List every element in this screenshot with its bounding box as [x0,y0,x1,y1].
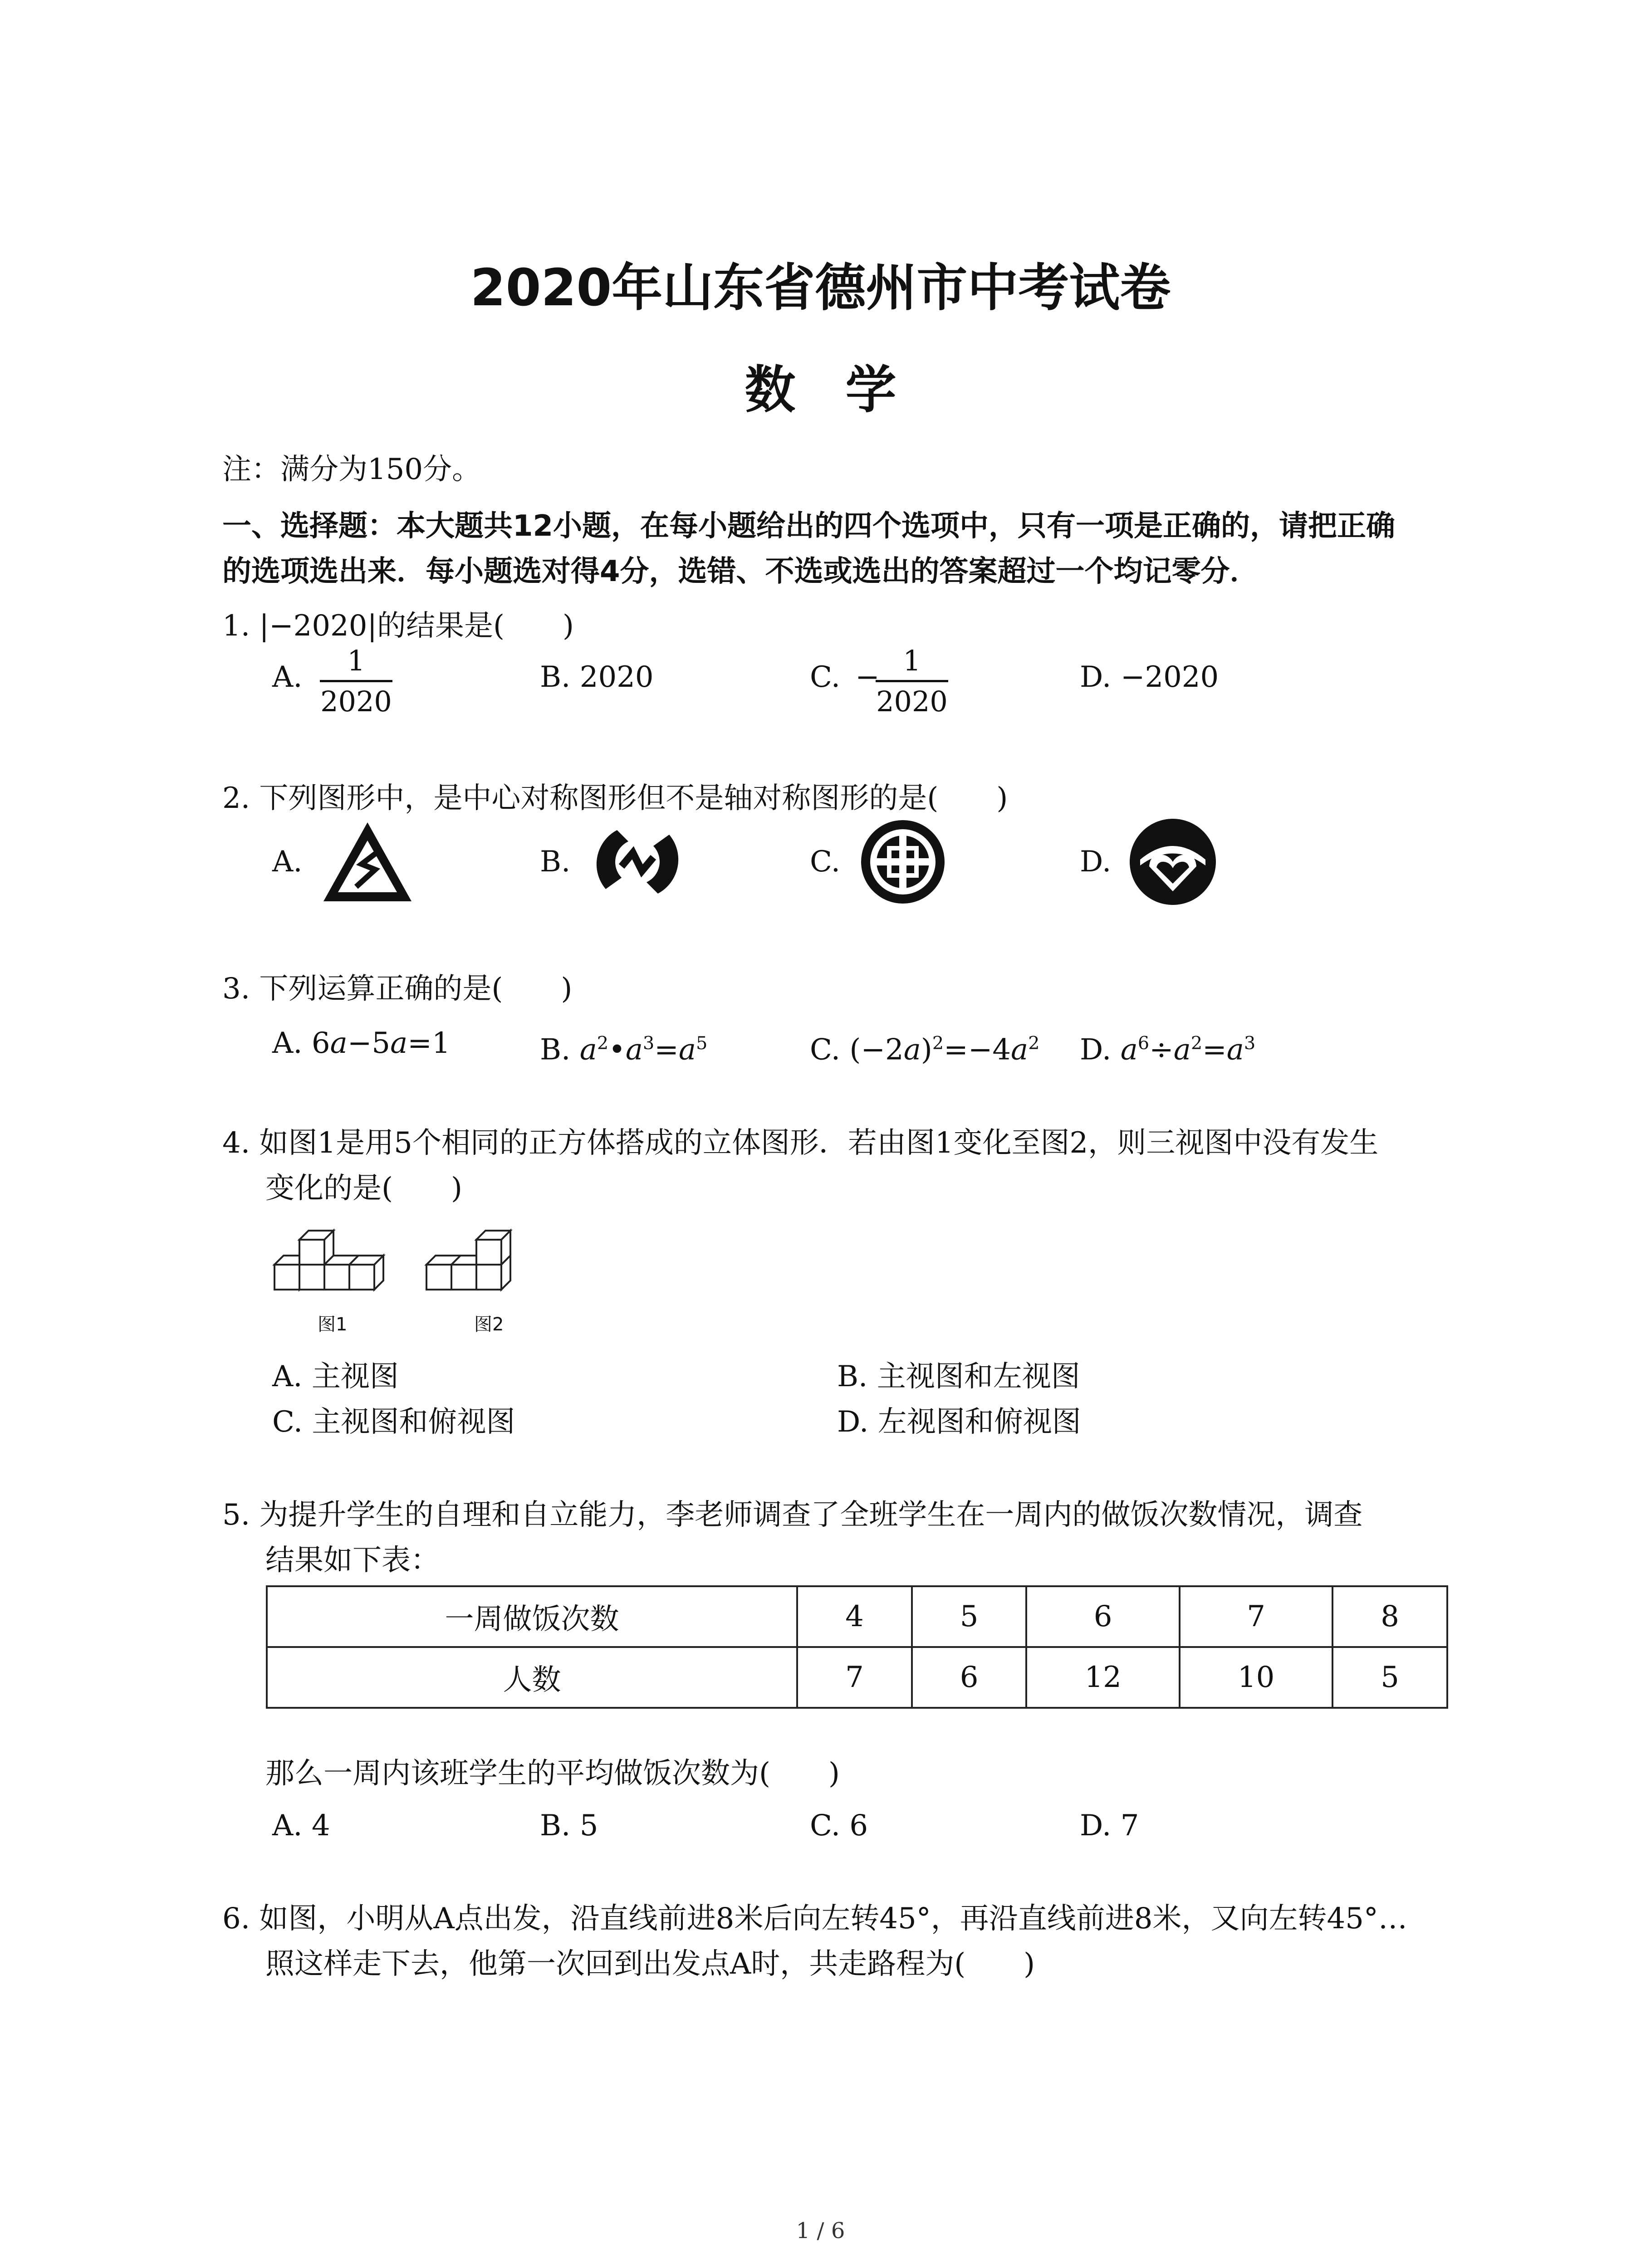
table-cell: 6 [912,1647,1027,1708]
q5-stem-line1: 5. 为提升学生的自理和自立能力，李老师调查了全班学生在一周内的做饭次数情况，调查 [222,1498,1363,1532]
q5-stem-line2: 结果如下表： [265,1544,440,1577]
q1-option-a-fraction [320,644,392,718]
table-cell: 6 [1026,1586,1179,1647]
q1-a-numerator: 1 [347,644,365,677]
q1-option-c-fraction [876,644,948,718]
q3-option-a: A. 6a−5a=1 [272,1026,451,1060]
q4-option-a: A. 主视图 [272,1360,399,1393]
q2-stem: 2. 下列图形中，是中心对称图形但不是轴对称图形的是( ) [222,782,1008,815]
q2-option-d: D. [1080,845,1112,879]
heart-emblem-icon [1127,816,1218,907]
q1-c-numerator: 1 [903,644,921,677]
q5-option-c: C. 6 [810,1809,868,1843]
q3-option-c: C. $(-2a)^2=-4a^2$ [810,1033,1040,1067]
q4-stem-line1: 4. 如图1是用5个相同的正方体搭成的立体图形．若由图1变化至图2，则三视图中没有发生 [222,1126,1379,1160]
table-cell: 5 [912,1586,1027,1647]
q4-option-b: B. 主视图和左视图 [837,1360,1080,1393]
fraction-bar [320,680,392,682]
q1-option-d: D. −2020 [1080,660,1219,694]
q1-option-b: B. 2020 [540,660,654,694]
q3-option-b: B. $a^2•a^3=a^5$ [540,1033,708,1067]
table-row [267,1586,1447,1647]
q6-stem-line1: 6. 如图，小明从A点出发，沿直线前进8米后向左转45°，再沿直线前进8米，又向左转45°… [222,1902,1407,1936]
q2-option-b: B. [540,845,571,879]
table-row [267,1647,1447,1708]
q3-stem: 3. 下列运算正确的是( ) [222,972,573,1006]
q4-option-d: D. 左视图和俯视图 [837,1405,1081,1439]
q1-option-a-label: A. [272,660,303,694]
q1-c-denominator: 2020 [876,685,948,718]
q1-a-denominator: 2020 [320,685,392,718]
q5-option-b: B. 5 [540,1809,598,1843]
rotational-logo-icon [590,814,685,909]
cooking-frequency-table [266,1585,1448,1709]
fig2-caption: 图2 [474,1314,504,1335]
table-cell: 7 [797,1647,912,1708]
table-cell: 4 [797,1586,912,1647]
subject-title: 数学 [745,361,946,420]
q4-option-c: C. 主视图和俯视图 [272,1405,515,1439]
q5-option-d: D. 7 [1080,1809,1139,1843]
table-cell: 5 [1332,1647,1447,1708]
cube-figures-diagram [265,1216,592,1334]
q5-option-a: A. 4 [272,1809,330,1843]
table-cell: 一周做饭次数 [267,1586,797,1647]
page-number: 1 / 6 [796,2218,845,2244]
q1-stem: 1. |−2020|的结果是( ) [222,609,574,643]
fig1-caption: 图1 [318,1314,348,1335]
q1-option-c-label: C. [810,660,841,694]
table-cell: 8 [1332,1586,1447,1647]
q4-stem-line2: 变化的是( ) [265,1172,462,1205]
section-heading-line1: 一、选择题：本大题共12小题，在每小题给出的四个选项中，只有一项是正确的，请把正确 [222,509,1396,543]
q5-question: 那么一周内该班学生的平均做饭次数为( ) [265,1757,840,1790]
circle-emblem-icon [857,816,948,907]
section-heading-line2: 的选项选出来．每小题选对得4分，选错、不选或选出的答案超过一个均记零分． [222,555,1259,588]
q3-option-d: D. $a^6\div a^2=a^3$ [1080,1033,1256,1067]
warning-triangle-icon [320,819,415,905]
q6-stem-line2: 照这样走下去，他第一次回到出发点A时，共走路程为( ) [265,1947,1035,1981]
q2-option-a: A. [272,845,303,879]
table-cell: 10 [1180,1647,1332,1708]
table-cell: 7 [1180,1586,1332,1647]
table-cell: 12 [1026,1647,1179,1708]
q2-option-c: C. [810,845,841,879]
score-note: 注：满分为150分。 [222,453,481,486]
table-cell: 人数 [267,1647,797,1708]
fraction-bar [876,680,948,682]
exam-title: 2020年山东省德州市中考试卷 [470,259,1171,318]
q1-option-c-sign: − [855,660,880,694]
